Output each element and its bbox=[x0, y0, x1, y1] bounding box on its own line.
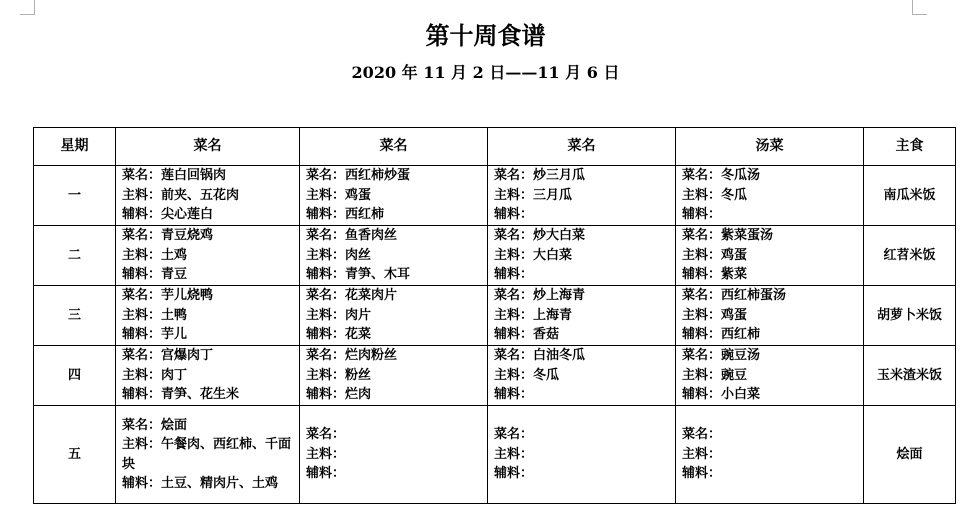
dish-name: 菜名： bbox=[306, 427, 346, 443]
dish-main-ingredient: 主料：三月瓜 bbox=[494, 187, 573, 203]
dish-name: 菜名：炒三月瓜 bbox=[494, 168, 586, 184]
dish-name: 菜名：烩面 bbox=[122, 417, 188, 433]
dish-cell bbox=[488, 166, 676, 226]
dish-main-ingredient: 主料：鸡蛋 bbox=[682, 307, 748, 323]
dish-main-ingredient: 主料： bbox=[682, 446, 722, 462]
dish-main-ingredient: 主料：上海青 bbox=[494, 307, 573, 323]
dish-cell bbox=[116, 166, 300, 226]
staple-cell: 红苕米饭 bbox=[864, 226, 956, 286]
dish-main-ingredient: 主料：冬瓜 bbox=[682, 187, 748, 203]
dish-name: 菜名：烂肉粉丝 bbox=[306, 348, 398, 364]
dish-name: 菜名：芋儿烧鸭 bbox=[122, 288, 214, 304]
staple-cell: 南瓜米饭 bbox=[864, 166, 956, 226]
dish-cell bbox=[300, 286, 488, 346]
dish-aux-ingredient: 辅料：土豆、精肉片、土鸡 bbox=[122, 476, 279, 491]
dish-aux-ingredient: 辅料：花菜 bbox=[306, 327, 372, 343]
dish-name: 菜名：青豆烧鸡 bbox=[122, 228, 214, 244]
soup-cell bbox=[676, 166, 864, 226]
table-row bbox=[34, 226, 956, 286]
dish-name: 菜名：豌豆汤 bbox=[682, 348, 761, 364]
dish-cell bbox=[300, 346, 488, 406]
dish-cell bbox=[116, 226, 300, 286]
weekday-cell: 二 bbox=[34, 226, 116, 286]
dish-cell bbox=[488, 226, 676, 286]
dish-name: 菜名：花菜肉片 bbox=[306, 288, 398, 304]
header-dish-1: 菜名 bbox=[116, 128, 300, 166]
table-row bbox=[34, 286, 956, 346]
dish-aux-ingredient: 辅料：香菇 bbox=[494, 327, 560, 343]
dish-aux-ingredient: 辅料：西红柿 bbox=[306, 207, 385, 223]
dish-main-ingredient: 主料：冬瓜 bbox=[494, 367, 560, 383]
dish-name: 菜名：白油冬瓜 bbox=[494, 348, 586, 364]
dish-aux-ingredient: 辅料： bbox=[494, 387, 534, 403]
soup-cell bbox=[676, 346, 864, 406]
weekday-cell: 四 bbox=[34, 346, 116, 406]
dish-cell bbox=[300, 406, 488, 504]
dish-main-ingredient: 主料：土鸡 bbox=[122, 247, 188, 263]
dish-name: 菜名：宫爆肉丁 bbox=[122, 348, 214, 364]
dish-main-ingredient: 主料：肉丁 bbox=[122, 367, 188, 383]
dish-aux-ingredient: 辅料： bbox=[682, 207, 722, 223]
header-staple: 主食 bbox=[864, 128, 956, 166]
dish-aux-ingredient: 辅料：青笋、木耳 bbox=[306, 267, 411, 283]
dish-main-ingredient: 主料：鸡蛋 bbox=[682, 247, 748, 263]
header-dish-2: 菜名 bbox=[300, 128, 488, 166]
dish-name: 菜名： bbox=[682, 427, 722, 443]
page-corner-mark-right bbox=[912, 0, 927, 15]
table-row bbox=[34, 346, 956, 406]
dish-aux-ingredient: 辅料： bbox=[494, 466, 534, 482]
dish-main-ingredient: 主料： bbox=[306, 446, 346, 462]
dish-name: 菜名： bbox=[494, 427, 534, 443]
header-soup: 汤菜 bbox=[676, 128, 864, 166]
dish-aux-ingredient: 辅料：青笋、花生米 bbox=[122, 387, 240, 403]
soup-cell bbox=[676, 226, 864, 286]
weekday-cell: 一 bbox=[34, 166, 116, 226]
dish-cell bbox=[116, 406, 300, 504]
dish-cell bbox=[300, 166, 488, 226]
dish-cell bbox=[488, 406, 676, 504]
dish-name: 菜名：莲白回锅肉 bbox=[122, 168, 227, 184]
dish-aux-ingredient: 辅料：紫菜 bbox=[682, 267, 748, 283]
dish-main-ingredient: 主料：肉丝 bbox=[306, 247, 372, 263]
weekday-cell: 五 bbox=[34, 406, 116, 504]
soup-cell bbox=[676, 406, 864, 504]
dish-name: 菜名：紫菜蛋汤 bbox=[682, 228, 774, 244]
dish-aux-ingredient: 辅料： bbox=[682, 466, 722, 482]
staple-cell: 胡萝卜米饭 bbox=[864, 286, 956, 346]
weekday-cell: 三 bbox=[34, 286, 116, 346]
page-corner-mark-left bbox=[20, 0, 35, 15]
soup-cell bbox=[676, 286, 864, 346]
table-row bbox=[34, 166, 956, 226]
dish-aux-ingredient: 辅料：小白菜 bbox=[682, 387, 761, 403]
menu-title: 第十周食谱 bbox=[425, 21, 546, 50]
dish-aux-ingredient: 辅料：烂肉 bbox=[306, 387, 372, 403]
dish-cell bbox=[300, 226, 488, 286]
table-row bbox=[34, 406, 956, 504]
dish-name: 菜名：鱼香肉丝 bbox=[306, 228, 398, 244]
dish-cell bbox=[116, 286, 300, 346]
weekly-menu-table bbox=[33, 127, 956, 504]
dish-main-ingredient: 主料：大白菜 bbox=[494, 247, 573, 263]
dish-main-ingredient: 主料：午餐肉、西红柿、千面块 bbox=[122, 437, 292, 472]
staple-cell: 玉米渣米饭 bbox=[864, 346, 956, 406]
dish-main-ingredient: 主料：粉丝 bbox=[306, 367, 372, 383]
staple-cell: 烩面 bbox=[864, 406, 956, 504]
dish-name: 菜名：冬瓜汤 bbox=[682, 168, 761, 184]
dish-aux-ingredient: 辅料： bbox=[306, 466, 346, 482]
header-weekday: 星期 bbox=[34, 128, 116, 166]
dish-aux-ingredient: 辅料：尖心莲白 bbox=[122, 207, 214, 223]
dish-main-ingredient: 主料：鸡蛋 bbox=[306, 187, 372, 203]
dish-main-ingredient: 主料：肉片 bbox=[306, 307, 372, 323]
dish-main-ingredient: 主料： bbox=[494, 446, 534, 462]
dish-main-ingredient: 主料：土鸭 bbox=[122, 307, 188, 323]
table-header-row bbox=[34, 128, 956, 166]
dish-aux-ingredient: 辅料： bbox=[494, 207, 534, 223]
dish-name: 菜名：炒上海青 bbox=[494, 288, 586, 304]
dish-main-ingredient: 主料：前夹、五花肉 bbox=[122, 187, 240, 203]
dish-name: 菜名：西红柿蛋汤 bbox=[682, 288, 787, 304]
dish-aux-ingredient: 辅料：西红柿 bbox=[682, 327, 761, 343]
dish-aux-ingredient: 辅料： bbox=[494, 267, 534, 283]
dish-cell bbox=[488, 286, 676, 346]
header-dish-3: 菜名 bbox=[488, 128, 676, 166]
dish-aux-ingredient: 辅料：芋儿 bbox=[122, 327, 188, 343]
dish-cell bbox=[116, 346, 300, 406]
dish-aux-ingredient: 辅料：青豆 bbox=[122, 267, 188, 283]
dish-name: 菜名：炒大白菜 bbox=[494, 228, 586, 244]
dish-main-ingredient: 主料：豌豆 bbox=[682, 367, 748, 383]
dish-cell bbox=[488, 346, 676, 406]
dish-name: 菜名：西红柿炒蛋 bbox=[306, 168, 411, 184]
menu-date-range: 2020 年 11 月 2 日——11 月 6 日 bbox=[351, 63, 620, 82]
